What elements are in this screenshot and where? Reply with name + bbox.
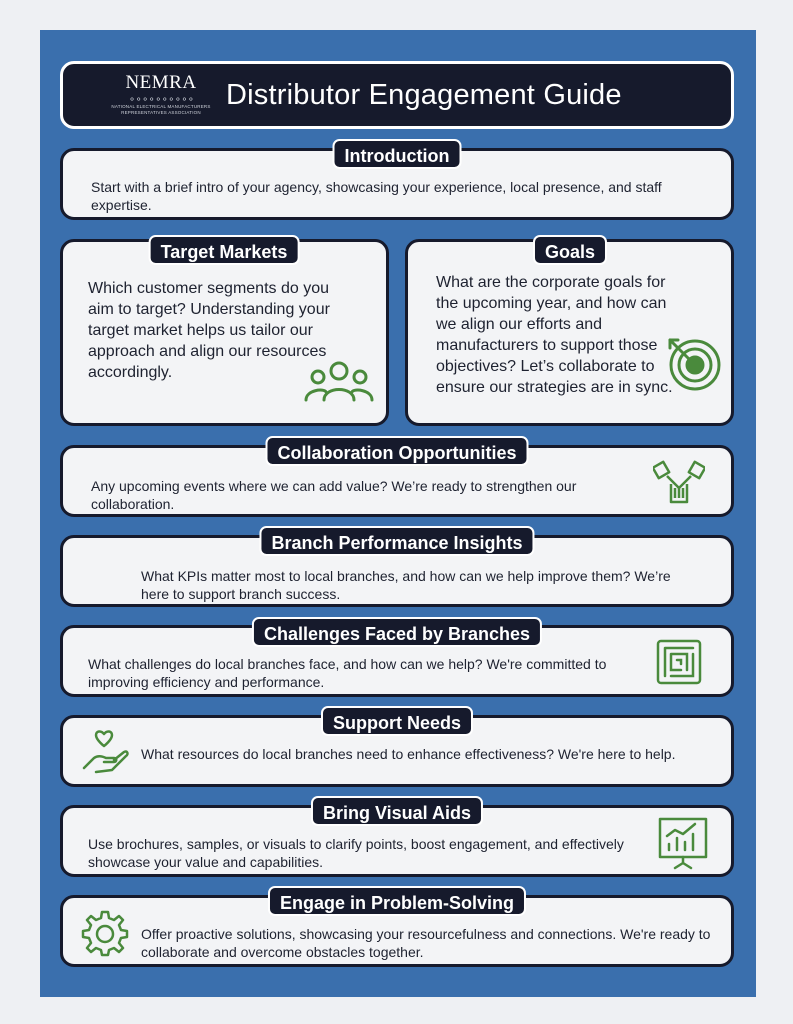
introduction-text: Start with a brief intro of your agency, showcasing your experience, local presence, and staff expertise.: [91, 179, 662, 213]
goals-card: [405, 239, 734, 426]
target-markets-title: Target Markets: [149, 235, 300, 265]
problem-solving-text: Offer proactive solutions, showcasing your resourcefulness and connections. We're ready to collaborate and overcome obstacles together.: [141, 926, 711, 960]
collaboration-title: Collaboration Opportunities: [266, 436, 529, 466]
problem-solving-title: Engage in Problem-Solving: [268, 886, 526, 916]
nemra-logo: [111, 70, 211, 122]
hands-icon: [653, 458, 705, 510]
introduction-title: Introduction: [333, 139, 462, 169]
logo-name: NEMRA: [125, 72, 197, 93]
visual-aids-title: Bring Visual Aids: [311, 796, 483, 826]
goals-title: Goals: [533, 235, 607, 265]
target-markets-card: [60, 239, 389, 426]
branch-performance-title: Branch Performance Insights: [259, 526, 534, 556]
header-banner: [60, 61, 734, 129]
logo-subtitle-1: NATIONAL ELECTRICAL MANUFACTURERS: [111, 104, 211, 109]
challenges-title: Challenges Faced by Branches: [252, 617, 542, 647]
visual-aids-text: Use brochures, samples, or visuals to clarify points, boost engagement, and effectively showcase your value and capabilities.: [88, 836, 624, 870]
hand-heart-icon: [80, 728, 130, 778]
chain-icon: ⚬⚬⚬⚬⚬⚬⚬⚬⚬⚬: [128, 94, 194, 104]
support-needs-text: What resources do local branches need to enhance effectiveness? We're here to help.: [141, 746, 676, 762]
page-title: Distributor Engagement Guide: [226, 79, 622, 111]
presentation-chart-icon: [657, 816, 709, 870]
logo-subtitle-2: REPRESENTATIVES ASSOCIATION: [121, 109, 201, 115]
challenges-text: What challenges do local branches face, and how can we help? We're committed to improving efficiency and performance.: [88, 656, 607, 690]
target-icon: [664, 334, 722, 392]
group-icon: [304, 360, 374, 404]
target-markets-text: Which customer segments do you aim to target? Understanding your target market helps us tailor our approach and align our resources accordingly.: [88, 280, 330, 381]
goals-text: What are the corporate goals for the upcoming year, and how can we align our efforts and manufacturers to support those objectives? Let’s collaborate to ensure our strategies are in sync.: [436, 274, 673, 396]
support-needs-title: Support Needs: [321, 706, 473, 736]
branch-performance-text: What KPIs matter most to local branches, and how can we help improve them? We’re here to support branch success.: [141, 568, 671, 602]
collaboration-text: Any upcoming events where we can add value? We’re ready to strengthen our collaboration.: [91, 478, 577, 512]
maze-icon: [655, 638, 703, 686]
gear-icon: [81, 909, 129, 957]
